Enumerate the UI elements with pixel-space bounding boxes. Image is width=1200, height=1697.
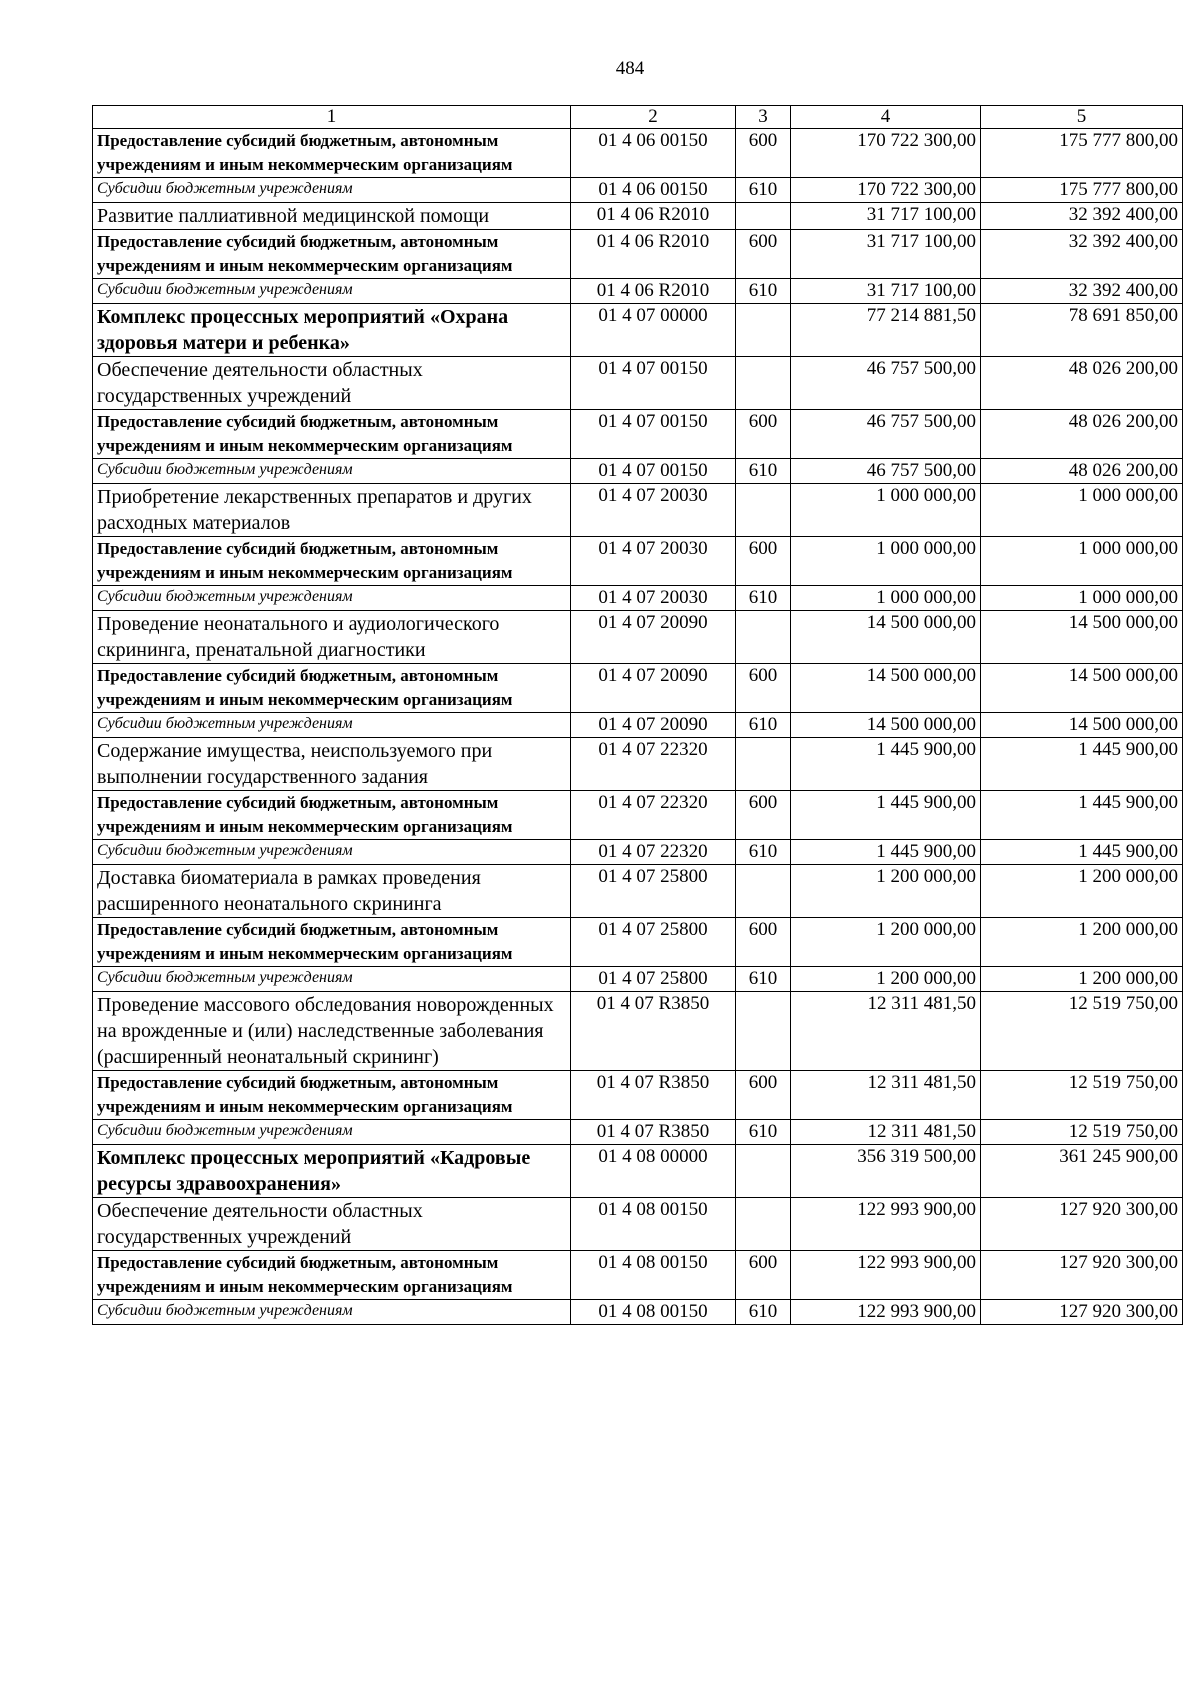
table-row (93, 1071, 1183, 1120)
row-amount-year-1: 122 993 900,00 (791, 1251, 981, 1300)
row-amount-year-1: 46 757 500,00 (791, 357, 981, 410)
row-amount-year-2: 1 000 000,00 (981, 537, 1183, 586)
row-name: Предоставление субсидий бюджетным, автономным учреждениям и иным некоммерческим организациям (93, 537, 571, 586)
header-col-3: 3 (736, 106, 791, 129)
row-code: 01 4 07 25800 (571, 967, 736, 992)
table-row (93, 1251, 1183, 1300)
table-row (93, 611, 1183, 664)
row-code: 01 4 07 25800 (571, 865, 736, 918)
row-amount-year-2: 127 920 300,00 (981, 1300, 1183, 1325)
row-code: 01 4 06 00150 (571, 178, 736, 203)
table-row (93, 203, 1183, 230)
row-name: Предоставление субсидий бюджетным, автономным учреждениям и иным некоммерческим организациям (93, 664, 571, 713)
table-row (93, 840, 1183, 865)
table-row (93, 459, 1183, 484)
row-expense-type (736, 484, 791, 537)
row-amount-year-1: 122 993 900,00 (791, 1198, 981, 1251)
row-amount-year-2: 32 392 400,00 (981, 203, 1183, 230)
row-name: Комплекс процессных мероприятий «Кадровые ресурсы здравоохранения» (93, 1145, 571, 1198)
row-amount-year-2: 1 200 000,00 (981, 865, 1183, 918)
row-expense-type: 600 (736, 1071, 791, 1120)
row-code: 01 4 07 25800 (571, 918, 736, 967)
row-amount-year-2: 14 500 000,00 (981, 611, 1183, 664)
table-row (93, 738, 1183, 791)
row-name: Субсидии бюджетным учреждениям (93, 713, 571, 738)
row-expense-type (736, 1198, 791, 1251)
table-row (93, 1300, 1183, 1325)
row-amount-year-1: 12 311 481,50 (791, 1071, 981, 1120)
row-name: Проведение неонатального и аудиологического скрининга, пренатальной диагностики (93, 611, 571, 664)
row-expense-type: 610 (736, 1300, 791, 1325)
row-amount-year-2: 1 000 000,00 (981, 484, 1183, 537)
row-amount-year-2: 32 392 400,00 (981, 230, 1183, 279)
row-name: Предоставление субсидий бюджетным, автономным учреждениям и иным некоммерческим организациям (93, 918, 571, 967)
row-expense-type (736, 992, 791, 1071)
row-amount-year-1: 1 000 000,00 (791, 484, 981, 537)
row-expense-type: 600 (736, 129, 791, 178)
row-amount-year-1: 356 319 500,00 (791, 1145, 981, 1198)
row-amount-year-1: 170 722 300,00 (791, 129, 981, 178)
row-expense-type: 610 (736, 713, 791, 738)
row-amount-year-2: 32 392 400,00 (981, 279, 1183, 304)
table-row (93, 713, 1183, 738)
row-expense-type: 610 (736, 1120, 791, 1145)
row-expense-type: 600 (736, 664, 791, 713)
table-row (93, 484, 1183, 537)
row-name: Субсидии бюджетным учреждениям (93, 967, 571, 992)
row-amount-year-1: 14 500 000,00 (791, 611, 981, 664)
row-amount-year-2: 361 245 900,00 (981, 1145, 1183, 1198)
table-row (93, 1198, 1183, 1251)
row-name: Комплекс процессных мероприятий «Охрана здоровья матери и ребенка» (93, 304, 571, 357)
row-amount-year-1: 1 000 000,00 (791, 586, 981, 611)
row-code: 01 4 08 00150 (571, 1251, 736, 1300)
row-name: Субсидии бюджетным учреждениям (93, 1120, 571, 1145)
row-amount-year-2: 48 026 200,00 (981, 410, 1183, 459)
row-name: Субсидии бюджетным учреждениям (93, 178, 571, 203)
row-expense-type: 600 (736, 230, 791, 279)
row-code: 01 4 07 20090 (571, 611, 736, 664)
row-code: 01 4 07 22320 (571, 791, 736, 840)
table-row (93, 1145, 1183, 1198)
row-code: 01 4 06 00150 (571, 129, 736, 178)
row-amount-year-2: 127 920 300,00 (981, 1251, 1183, 1300)
row-name: Предоставление субсидий бюджетным, автономным учреждениям и иным некоммерческим организациям (93, 1071, 571, 1120)
row-expense-type: 600 (736, 918, 791, 967)
row-code: 01 4 07 00150 (571, 459, 736, 484)
row-amount-year-1: 1 445 900,00 (791, 791, 981, 840)
row-amount-year-1: 46 757 500,00 (791, 410, 981, 459)
row-code: 01 4 07 20090 (571, 713, 736, 738)
table-row (93, 586, 1183, 611)
row-amount-year-1: 1 445 900,00 (791, 840, 981, 865)
row-amount-year-2: 1 000 000,00 (981, 586, 1183, 611)
row-name: Субсидии бюджетным учреждениям (93, 1300, 571, 1325)
row-expense-type: 600 (736, 537, 791, 586)
row-code: 01 4 07 00150 (571, 410, 736, 459)
table-row (93, 129, 1183, 178)
row-expense-type: 610 (736, 586, 791, 611)
row-amount-year-2: 48 026 200,00 (981, 357, 1183, 410)
row-code: 01 4 07 20030 (571, 586, 736, 611)
row-name: Доставка биоматериала в рамках проведения расширенного неонатального скрининга (93, 865, 571, 918)
row-expense-type: 600 (736, 410, 791, 459)
row-code: 01 4 07 R3850 (571, 992, 736, 1071)
table-row (93, 230, 1183, 279)
table-row (93, 1120, 1183, 1145)
row-name: Субсидии бюджетным учреждениям (93, 459, 571, 484)
row-amount-year-1: 12 311 481,50 (791, 992, 981, 1071)
row-name: Содержание имущества, неиспользуемого при выполнении государственного задания (93, 738, 571, 791)
table-row (93, 178, 1183, 203)
row-code: 01 4 07 20030 (571, 484, 736, 537)
row-amount-year-1: 14 500 000,00 (791, 713, 981, 738)
row-name: Предоставление субсидий бюджетным, автономным учреждениям и иным некоммерческим организациям (93, 230, 571, 279)
row-code: 01 4 08 00000 (571, 1145, 736, 1198)
row-amount-year-1: 77 214 881,50 (791, 304, 981, 357)
budget-table (92, 105, 1183, 1325)
row-code: 01 4 07 20030 (571, 537, 736, 586)
table-row (93, 664, 1183, 713)
budget-table-body (93, 106, 1183, 1325)
row-amount-year-1: 14 500 000,00 (791, 664, 981, 713)
row-expense-type (736, 865, 791, 918)
row-expense-type (736, 357, 791, 410)
row-amount-year-2: 14 500 000,00 (981, 664, 1183, 713)
row-expense-type: 610 (736, 840, 791, 865)
row-expense-type: 600 (736, 791, 791, 840)
row-code: 01 4 07 00150 (571, 357, 736, 410)
row-code: 01 4 06 R2010 (571, 230, 736, 279)
row-code: 01 4 07 00000 (571, 304, 736, 357)
row-name: Развитие паллиативной медицинской помощи (93, 203, 571, 230)
page-number: 484 (615, 58, 645, 79)
row-expense-type (736, 738, 791, 791)
header-col-4: 4 (791, 106, 981, 129)
row-name: Приобретение лекарственных препаратов и других расходных материалов (93, 484, 571, 537)
row-amount-year-1: 31 717 100,00 (791, 279, 981, 304)
row-amount-year-1: 31 717 100,00 (791, 230, 981, 279)
row-amount-year-1: 1 200 000,00 (791, 967, 981, 992)
row-code: 01 4 07 20090 (571, 664, 736, 713)
row-amount-year-2: 175 777 800,00 (981, 129, 1183, 178)
row-expense-type (736, 611, 791, 664)
row-amount-year-1: 170 722 300,00 (791, 178, 981, 203)
row-amount-year-2: 1 445 900,00 (981, 791, 1183, 840)
table-row (93, 410, 1183, 459)
table-row (93, 279, 1183, 304)
table-row (93, 357, 1183, 410)
row-amount-year-2: 78 691 850,00 (981, 304, 1183, 357)
header-col-5: 5 (981, 106, 1183, 129)
row-code: 01 4 07 R3850 (571, 1071, 736, 1120)
table-row (93, 967, 1183, 992)
row-code: 01 4 08 00150 (571, 1300, 736, 1325)
row-amount-year-2: 12 519 750,00 (981, 992, 1183, 1071)
table-row (93, 304, 1183, 357)
header-col-2: 2 (571, 106, 736, 129)
row-expense-type (736, 203, 791, 230)
row-amount-year-1: 1 200 000,00 (791, 918, 981, 967)
row-amount-year-2: 1 200 000,00 (981, 918, 1183, 967)
row-amount-year-1: 1 445 900,00 (791, 738, 981, 791)
table-row (93, 865, 1183, 918)
row-amount-year-1: 1 200 000,00 (791, 865, 981, 918)
table-row (93, 992, 1183, 1071)
row-expense-type: 610 (736, 279, 791, 304)
row-name: Предоставление субсидий бюджетным, автономным учреждениям и иным некоммерческим организациям (93, 410, 571, 459)
row-expense-type (736, 1145, 791, 1198)
row-amount-year-1: 46 757 500,00 (791, 459, 981, 484)
row-name: Обеспечение деятельности областных государственных учреждений (93, 1198, 571, 1251)
row-amount-year-2: 12 519 750,00 (981, 1120, 1183, 1145)
row-amount-year-2: 1 445 900,00 (981, 840, 1183, 865)
row-expense-type: 610 (736, 459, 791, 484)
row-code: 01 4 07 22320 (571, 738, 736, 791)
row-amount-year-1: 12 311 481,50 (791, 1120, 981, 1145)
row-amount-year-2: 127 920 300,00 (981, 1198, 1183, 1251)
row-amount-year-1: 122 993 900,00 (791, 1300, 981, 1325)
table-row (93, 918, 1183, 967)
row-code: 01 4 07 22320 (571, 840, 736, 865)
row-amount-year-2: 1 445 900,00 (981, 738, 1183, 791)
header-col-1: 1 (93, 106, 571, 129)
row-amount-year-2: 1 200 000,00 (981, 967, 1183, 992)
row-expense-type: 600 (736, 1251, 791, 1300)
row-name: Проведение массового обследования новорожденных на врожденные и (или) наследственные заболевания (расширенный неонатальный скрининг) (93, 992, 571, 1071)
row-expense-type (736, 304, 791, 357)
row-name: Предоставление субсидий бюджетным, автономным учреждениям и иным некоммерческим организациям (93, 129, 571, 178)
row-name: Предоставление субсидий бюджетным, автономным учреждениям и иным некоммерческим организациям (93, 791, 571, 840)
row-name: Субсидии бюджетным учреждениям (93, 840, 571, 865)
row-expense-type: 610 (736, 967, 791, 992)
row-code: 01 4 08 00150 (571, 1198, 736, 1251)
row-amount-year-2: 175 777 800,00 (981, 178, 1183, 203)
row-amount-year-2: 12 519 750,00 (981, 1071, 1183, 1120)
table-row (93, 791, 1183, 840)
row-name: Субсидии бюджетным учреждениям (93, 279, 571, 304)
row-amount-year-1: 31 717 100,00 (791, 203, 981, 230)
header-row (93, 106, 1183, 129)
row-name: Предоставление субсидий бюджетным, автономным учреждениям и иным некоммерческим организациям (93, 1251, 571, 1300)
row-expense-type: 610 (736, 178, 791, 203)
row-amount-year-2: 48 026 200,00 (981, 459, 1183, 484)
row-amount-year-2: 14 500 000,00 (981, 713, 1183, 738)
table-row (93, 537, 1183, 586)
row-code: 01 4 07 R3850 (571, 1120, 736, 1145)
row-code: 01 4 06 R2010 (571, 203, 736, 230)
row-name: Обеспечение деятельности областных государственных учреждений (93, 357, 571, 410)
row-name: Субсидии бюджетным учреждениям (93, 586, 571, 611)
row-code: 01 4 06 R2010 (571, 279, 736, 304)
row-amount-year-1: 1 000 000,00 (791, 537, 981, 586)
